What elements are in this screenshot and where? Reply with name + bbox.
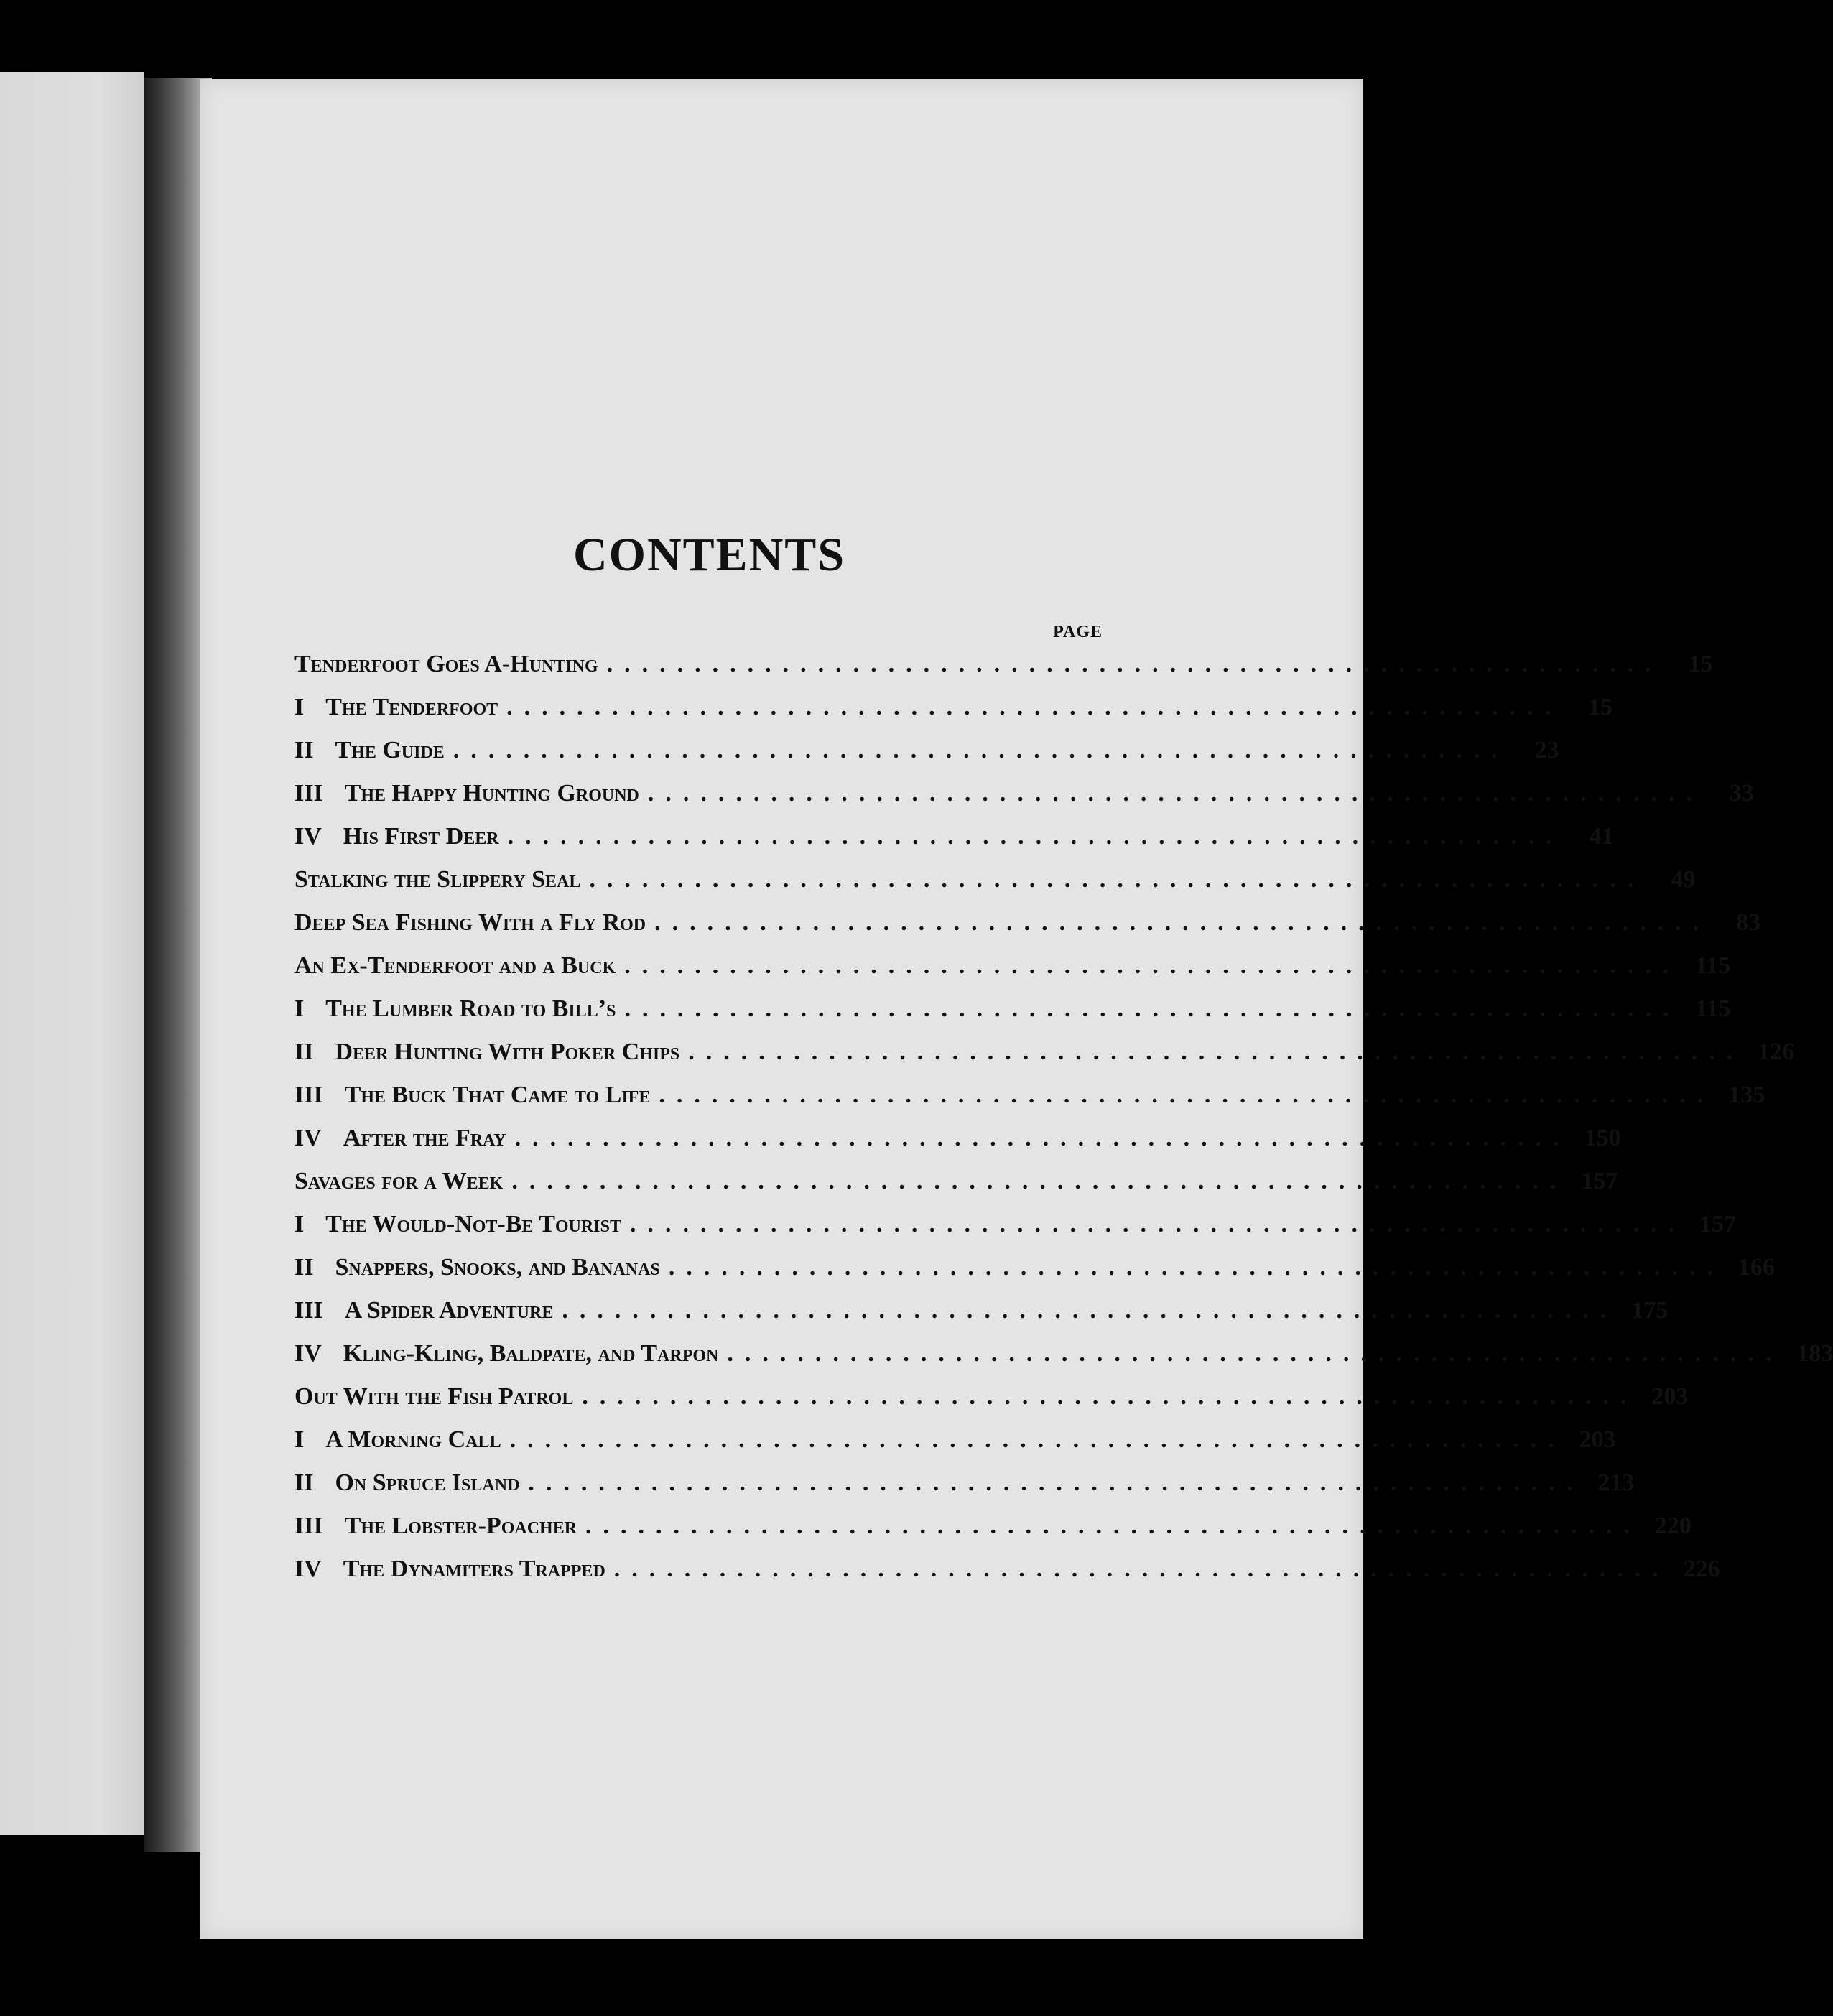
page-number: 203: [1651, 1383, 1689, 1410]
entry-title: The Lobster-Poacher: [344, 1513, 577, 1539]
chapter-numeral: I: [294, 1211, 305, 1237]
page-number: 135: [1728, 1082, 1765, 1108]
page-number: 115: [1695, 995, 1731, 1022]
toc-list: [294, 643, 1833, 1591]
entry-title: The Tenderfoot: [325, 694, 498, 720]
chapter-numeral: II: [294, 1039, 314, 1065]
page-number: 115: [1695, 952, 1731, 979]
toc-subentry: [294, 815, 1614, 858]
toc-subentry: [294, 1117, 1621, 1160]
dot-leader: ............................................................: [509, 1426, 1566, 1453]
chapter-numeral: II: [294, 1254, 314, 1281]
toc-entry: [294, 858, 1696, 901]
entry-title: The Would-Not-Be Tourist: [325, 1211, 621, 1237]
chapter-numeral: III: [294, 1297, 323, 1324]
page-number: 157: [1581, 1168, 1618, 1194]
toc-subentry: [294, 988, 1731, 1031]
dot-leader: ............................................................: [507, 823, 1564, 850]
page-number: 41: [1589, 823, 1614, 850]
dot-leader: ............................................................: [514, 1125, 1571, 1151]
page-number: 226: [1683, 1556, 1720, 1582]
chapter-numeral: I: [294, 694, 305, 720]
entry-title: Tenderfoot Goes A-Hunting: [294, 651, 598, 677]
entry-title: Snappers, Snooks, and Bananas: [335, 1254, 660, 1281]
page-number: 15: [1588, 694, 1613, 720]
entry-title: Deep Sea Fishing With a Fly Rod: [294, 909, 646, 936]
chapter-numeral: IV: [294, 823, 322, 850]
chapter-numeral: III: [294, 780, 323, 807]
toc-entry: [294, 944, 1731, 988]
dot-leader: ............................................................: [654, 909, 1711, 936]
entry-title: A Morning Call: [325, 1426, 501, 1453]
dot-leader: ............................................................: [606, 651, 1663, 677]
toc-entry: [294, 901, 1761, 944]
page-column-heading: PAGE: [1053, 623, 1103, 641]
page-number: 33: [1729, 780, 1754, 807]
page-number: 49: [1671, 866, 1696, 893]
page-number: 203: [1579, 1426, 1616, 1453]
chapter-numeral: II: [294, 1469, 314, 1496]
entry-title: The Lumber Road to Bill’s: [325, 995, 616, 1022]
chapter-numeral: IV: [294, 1125, 322, 1151]
toc-entry: [294, 1160, 1618, 1203]
entry-title: The Happy Hunting Ground: [344, 780, 639, 807]
entry-title: Deer Hunting With Poker Chips: [335, 1039, 680, 1065]
toc-subentry: [294, 686, 1613, 729]
dot-leader: ............................................................: [511, 1168, 1568, 1194]
toc-subentry: [294, 772, 1754, 815]
entry-title: The Guide: [335, 737, 445, 763]
chapter-numeral: IV: [294, 1556, 322, 1582]
page-number: 166: [1737, 1254, 1775, 1281]
dot-leader: ............................................................: [727, 1340, 1783, 1367]
dot-leader: ............................................................: [629, 1211, 1686, 1237]
entry-title: Kling-Kling, Baldpate, and Tarpon: [343, 1340, 719, 1367]
toc-subentry: [294, 729, 1559, 772]
dot-leader: ............................................................: [613, 1556, 1670, 1582]
dot-leader: ............................................................: [562, 1297, 1618, 1324]
toc-subentry: [294, 1289, 1669, 1332]
chapter-numeral: I: [294, 1426, 305, 1453]
dot-leader: ............................................................: [582, 1383, 1638, 1410]
dot-leader: ............................................................: [528, 1469, 1584, 1496]
entry-title: The Dynamiters Trapped: [343, 1556, 605, 1582]
toc-subentry: [294, 1246, 1775, 1289]
page-number: 126: [1758, 1039, 1795, 1065]
toc-entry: [294, 1375, 1689, 1418]
facing-page: [0, 72, 144, 1835]
dot-leader: ............................................................: [506, 694, 1563, 720]
dot-leader: ............................................................: [647, 780, 1704, 807]
toc-subentry: [294, 1462, 1635, 1505]
dot-leader: ............................................................: [624, 995, 1681, 1022]
dot-leader: ............................................................: [589, 866, 1646, 893]
dot-leader: ............................................................: [659, 1082, 1715, 1108]
entry-title: Savages for a Week: [294, 1168, 504, 1194]
dot-leader: ............................................................: [585, 1513, 1642, 1539]
page-number: 213: [1597, 1469, 1635, 1496]
entry-title: Out With the Fish Patrol: [294, 1383, 574, 1410]
toc-subentry: [294, 1418, 1616, 1462]
entry-title: After the Fray: [343, 1125, 506, 1151]
entry-title: A Spider Adventure: [344, 1297, 554, 1324]
page-number: 15: [1688, 651, 1713, 677]
chapter-numeral: I: [294, 995, 305, 1022]
toc-entry: [294, 643, 1713, 686]
page-number: 83: [1736, 909, 1761, 936]
entry-title: On Spruce Island: [335, 1469, 520, 1496]
entry-title: An Ex-Tenderfoot and a Buck: [294, 952, 616, 979]
dot-leader: ............................................................: [453, 737, 1509, 763]
page-number: 175: [1631, 1297, 1669, 1324]
toc-subentry: [294, 1203, 1736, 1246]
page-number: 150: [1584, 1125, 1621, 1151]
dot-leader: ............................................................: [668, 1254, 1725, 1281]
chapter-numeral: III: [294, 1082, 323, 1108]
toc-subentry: [294, 1031, 1795, 1074]
page-number: 183: [1796, 1340, 1833, 1367]
toc-subentry: [294, 1332, 1833, 1375]
entry-title: His First Deer: [343, 823, 499, 850]
page-number: 220: [1655, 1513, 1692, 1539]
entry-title: Stalking the Slippery Seal: [294, 866, 581, 893]
chapter-numeral: III: [294, 1513, 323, 1539]
toc-subentry: [294, 1505, 1692, 1548]
dot-leader: ............................................................: [688, 1039, 1745, 1065]
chapter-numeral: IV: [294, 1340, 322, 1367]
page-number: 157: [1699, 1211, 1736, 1237]
chapter-numeral: II: [294, 737, 314, 763]
entry-title: The Buck That Came to Life: [344, 1082, 651, 1108]
page-title: CONTENTS: [572, 529, 846, 581]
table-of-contents: [294, 526, 1833, 1591]
toc-subentry: [294, 1074, 1765, 1117]
page-number: 23: [1534, 737, 1559, 763]
dot-leader: ............................................................: [624, 952, 1681, 979]
toc-subentry: [294, 1548, 1720, 1591]
